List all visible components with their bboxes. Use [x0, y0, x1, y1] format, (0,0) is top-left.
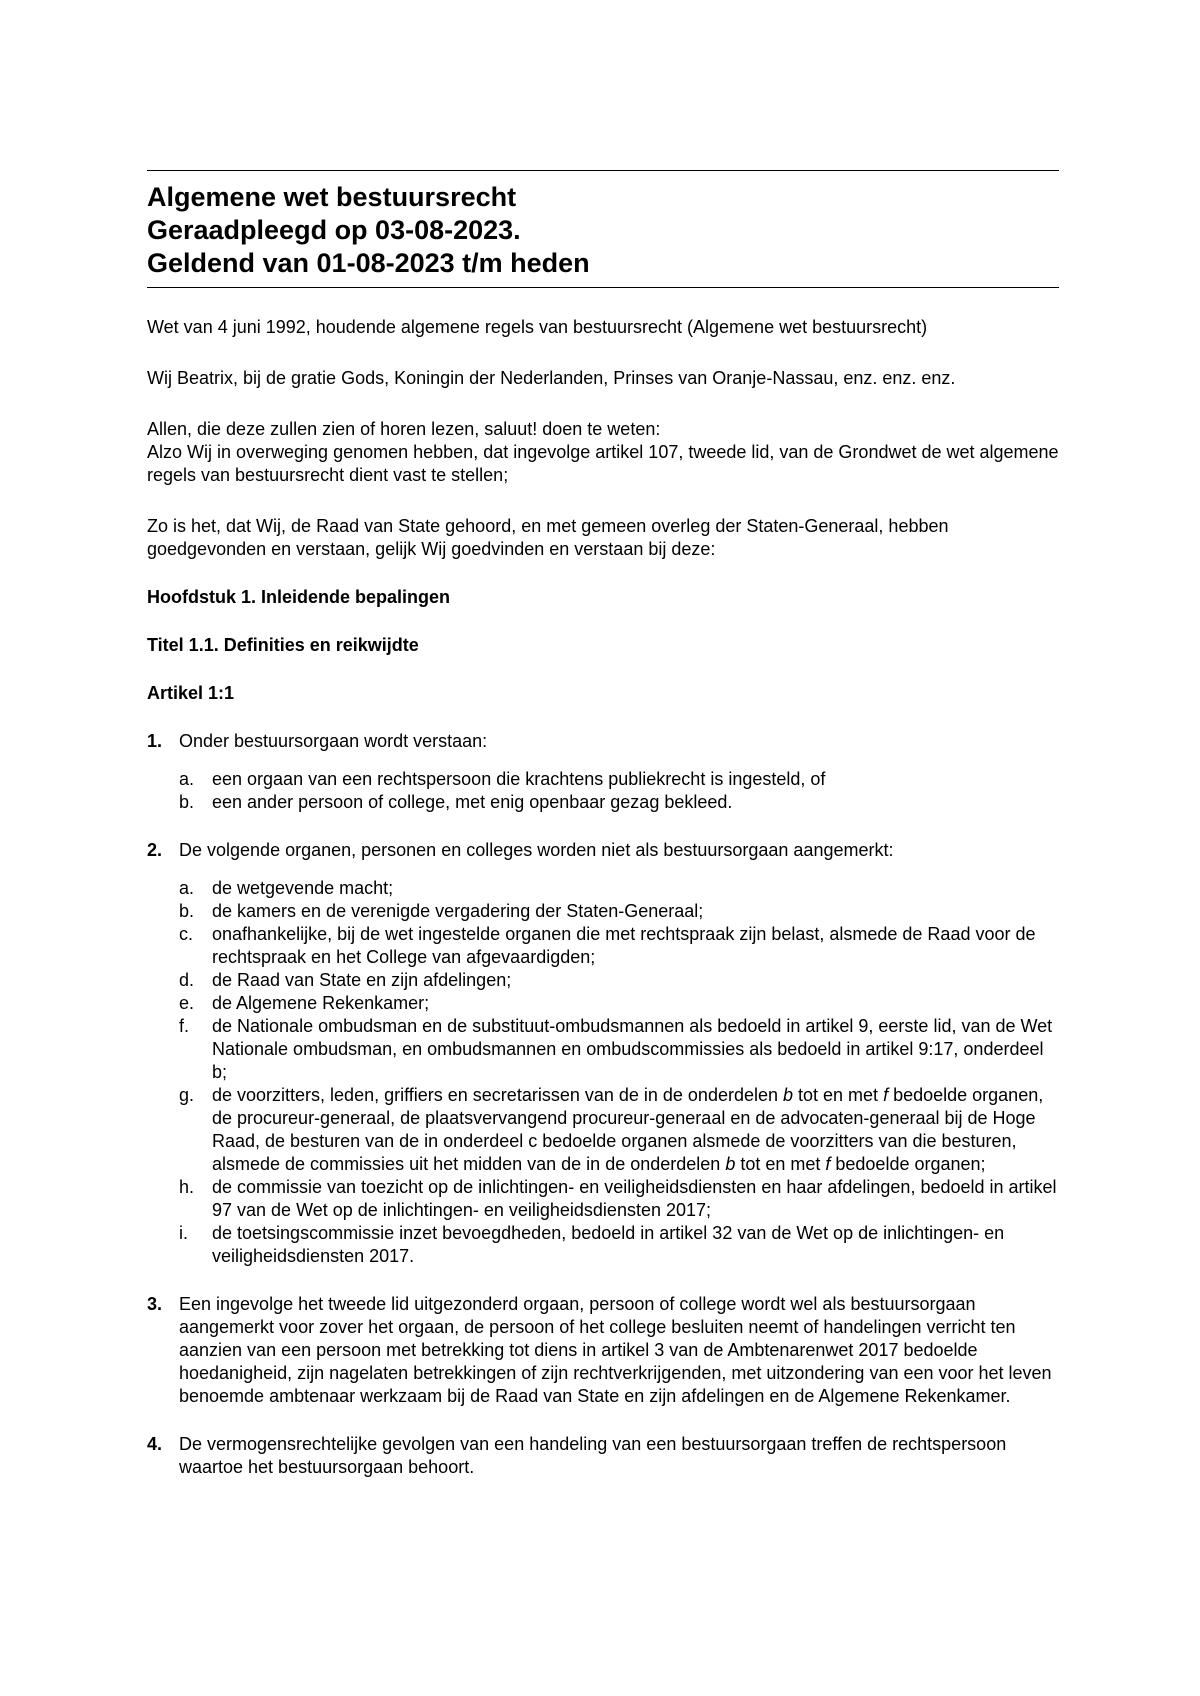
- sub-item-letter: d.: [179, 970, 195, 990]
- article-item-3: [147, 1293, 1059, 1408]
- sub-item-text: de Raad van State en zijn afdelingen;: [212, 970, 512, 990]
- document-page: [147, 170, 1059, 1479]
- item-text: Onder bestuursorgaan wordt verstaan:: [179, 731, 488, 751]
- sub-item: [179, 992, 1059, 1015]
- sub-item-text-italic: f: [825, 1154, 831, 1174]
- preamble-law-title: Wet van 4 juni 1992, houdende algemene regels van bestuursrecht (Algemene wet bestuursrecht): [147, 317, 928, 337]
- bottom-rule: [147, 287, 1059, 288]
- sub-item-text: de wetgevende macht;: [212, 878, 394, 898]
- item-text: De volgende organen, personen en colleges worden niet als bestuursorgaan aangemerkt:: [179, 840, 894, 860]
- preamble-enactment: Zo is het, dat Wij, de Raad van State gehoord, en met gemeen overleg der Staten-Generaal, hebben goedgevonden en verstaan, gelijk Wij goedvinden en verstaan bij deze:: [147, 516, 949, 559]
- preamble-consideration: Alzo Wij in overweging genomen hebben, dat ingevolge artikel 107, tweede lid, van de Grondwet de wet algemene regels van bestuursrecht dient vast te stellen;: [147, 442, 1059, 485]
- sub-item-text: de Algemene Rekenkamer;: [212, 993, 430, 1013]
- sub-item-text-italic: b: [725, 1154, 736, 1174]
- item-body: [179, 730, 1059, 814]
- sub-item-letter: c.: [179, 924, 194, 944]
- sub-item: [179, 877, 1059, 900]
- sub-item: [179, 1015, 1059, 1084]
- item-number: 4.: [147, 1434, 163, 1454]
- sub-item-text-part: bedoelde organen, de procureur-generaal, de plaatsvervangend procureur-generaal en de advocaten-generaal bij de Hoge Raad, de besturen van de in onderdeel c bedoelde organen alsmede de voorzitters van die besturen, alsmede de commissies uit het midden van de in de onderdelen: [212, 1085, 1044, 1174]
- sub-item-text: een orgaan van een rechtspersoon die krachtens publiekrecht is ingesteld, of: [212, 769, 826, 789]
- sub-item: [179, 900, 1059, 923]
- sub-item-text-italic: b: [783, 1085, 794, 1105]
- consulted-date: Geraadpleegd op 03-08-2023.: [147, 215, 521, 245]
- sub-item: [179, 1222, 1059, 1268]
- sub-item-letter: i.: [179, 1223, 188, 1243]
- sub-item-text-part: de voorzitters, leden, griffiers en secretarissen van de in de onderdelen: [212, 1085, 783, 1105]
- item-number: 1.: [147, 731, 163, 751]
- sub-item-text: de kamers en de verenigde vergadering der Staten-Generaal;: [212, 901, 704, 921]
- sub-item-letter: a.: [179, 769, 195, 789]
- sub-item-letter: b.: [179, 792, 195, 812]
- sub-item: [179, 791, 1059, 814]
- sub-item-text: de toetsingscommissie inzet bevoegdheden, bedoeld in artikel 32 van de Wet op de inlichtingen- en veiligheidsdiensten 2017.: [212, 1223, 1005, 1266]
- sub-item: [179, 768, 1059, 791]
- sub-item-letter: a.: [179, 878, 195, 898]
- title-heading: Titel 1.1. Definities en reikwijdte: [147, 635, 419, 655]
- item-number: 3.: [147, 1294, 163, 1314]
- preamble-sovereign: Wij Beatrix, bij de gratie Gods, Koningin der Nederlanden, Prinses van Oranje-Nassau, enz. enz. enz.: [147, 368, 956, 388]
- sub-item-text: onafhankelijke, bij de wet ingestelde organen die met rechtspraak zijn belast, alsmede de Raad voor de rechtspraak en het College van afgevaardigden;: [212, 924, 1036, 967]
- sub-item-letter: f.: [179, 1016, 190, 1036]
- item-number: 2.: [147, 840, 163, 860]
- sub-list: [179, 877, 1059, 1268]
- document-title: Algemene wet bestuursrecht: [147, 182, 517, 212]
- preamble-greeting: [147, 418, 1059, 487]
- sub-list: [179, 768, 1059, 814]
- article-heading: Artikel 1:1: [147, 683, 235, 703]
- article-item-2: [147, 839, 1059, 1268]
- item-text: Een ingevolge het tweede lid uitgezonderd orgaan, persoon of college wordt wel als bestuursorgaan aangemerkt voor zover het orgaan, de persoon of het college besluiten neemt of handelingen verricht ten aanzien van een persoon met betrekking tot diens in artikel 3 van de Ambtenarenwet 2017 bedoelde hoedanigheid, zijn nagelaten betrekkingen of zijn rechtverkrijgenden, met uitzondering van een voor het leven benoemde ambtenaar werkzaam bij de Raad van State en zijn afdelingen en de Algemene Rekenkamer.: [179, 1294, 1052, 1406]
- valid-period: Geldend van 01-08-2023 t/m heden: [147, 248, 590, 278]
- sub-item-text: [212, 1084, 1059, 1176]
- sub-item-letter: h.: [179, 1177, 195, 1197]
- sub-item-letter: e.: [179, 993, 195, 1013]
- sub-item-text-part: tot en met: [735, 1154, 826, 1174]
- sub-item-text: de Nationale ombudsman en de substituut-ombudsmannen als bedoeld in artikel 9, eerste lid, van de Wet Nationale ombudsman, en ombudsmannen en ombudscommissies als bedoeld in artikel 9:17, onderdeel b;: [212, 1016, 1053, 1082]
- sub-item-text-part: tot en met: [793, 1085, 884, 1105]
- sub-item-text-part: bedoelde organen;: [830, 1154, 986, 1174]
- sub-item: [179, 1176, 1059, 1222]
- preamble-greeting-line: Allen, die deze zullen zien of horen lezen, saluut! doen te weten:: [147, 419, 661, 439]
- sub-item-letter: g.: [179, 1085, 195, 1105]
- title-block: [147, 171, 1059, 287]
- item-text: De vermogensrechtelijke gevolgen van een handeling van een bestuursorgaan treffen de rechtspersoon waartoe het bestuursorgaan behoort.: [179, 1434, 1007, 1477]
- sub-item-text-italic: f: [883, 1085, 889, 1105]
- sub-item: [179, 969, 1059, 992]
- sub-item-text: de commissie van toezicht op de inlichtingen- en veiligheidsdiensten en haar afdelingen, bedoeld in artikel 97 van de Wet op de inlichtingen- en veiligheidsdiensten 2017;: [212, 1177, 1057, 1220]
- sub-item-letter: b.: [179, 901, 195, 921]
- chapter-heading: Hoofdstuk 1. Inleidende bepalingen: [147, 587, 451, 607]
- article-item-1: [147, 730, 1059, 814]
- article-item-4: [147, 1433, 1059, 1479]
- sub-item: [179, 1084, 1059, 1176]
- item-body: [179, 839, 1059, 1268]
- sub-item-text: een ander persoon of college, met enig openbaar gezag bekleed.: [212, 792, 733, 812]
- sub-item: [179, 923, 1059, 969]
